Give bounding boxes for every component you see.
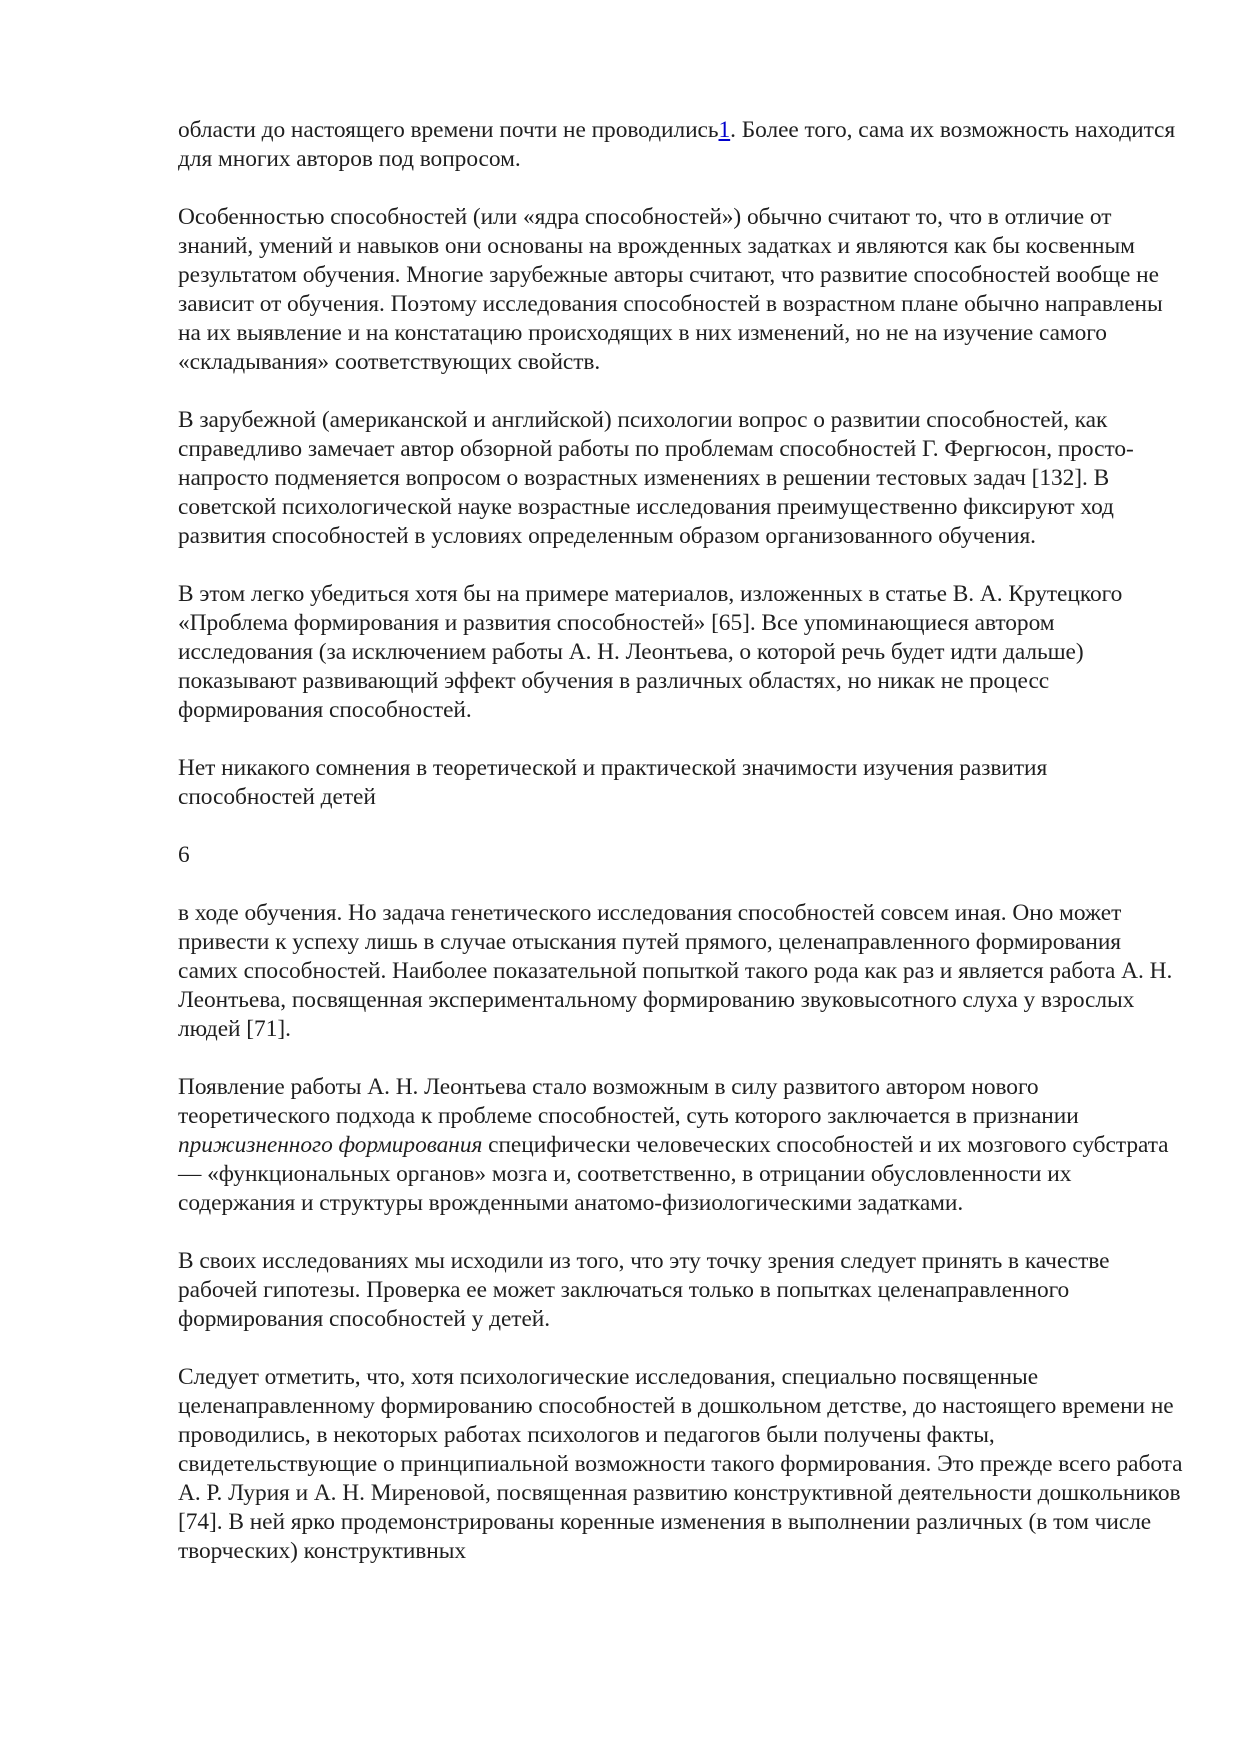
paragraph-7-text-before-italic: Появление работы А. Н. Леонтьева стало возможным в силу развитого автором нового теоретического подхода к проблеме способностей, суть которого заключается в признании	[178, 1074, 1079, 1129]
paragraph-7	[178, 1073, 1183, 1218]
paragraph-spacer	[178, 1334, 1183, 1363]
paragraph-spacer	[178, 725, 1183, 754]
paragraph-spacer	[178, 1044, 1183, 1073]
paragraph-spacer	[178, 174, 1183, 203]
paragraph-1	[178, 116, 1183, 174]
paragraph-spacer	[178, 377, 1183, 406]
paragraph-1-text-after-link: . Более того, сама их возможность находится для многих авторов под вопросом.	[178, 117, 1176, 172]
paragraph-9: Следует отметить, что, хотя психологические исследования, специально посвященные целенаправленному формированию способностей в дошкольном детстве, до настоящего времени не проводились, в некоторых работах психологов и педагогов были получены факты, свидетельствующие о принципиальной возможности такого формирования. Это прежде всего работа А. Р. Лурия и А. Н. Миреновой, посвященная развитию конструктивной деятельности дошкольников [74]. В ней ярко продемонстрированы коренные изменения в выполнении различных (в том числе творческих) конструктивных	[178, 1364, 1183, 1564]
paragraph-1-text-before-link: области до настоящего времени почти не проводились	[178, 117, 719, 143]
paragraph-4: В этом легко убедиться хотя бы на примере материалов, изложенных в статье В. А. Крутецкого «Проблема формирования и развития способностей» [65]. Все упоминающиеся автором исследования (за исключением работы А. Н. Леонтьева, о которой речь будет идти дальше) показывают развивающий эффект обучения в различных областях, но никак не процесс формирования способностей.	[178, 581, 1123, 723]
page-number: 6	[178, 842, 190, 868]
paragraph-spacer	[178, 551, 1183, 580]
paragraph-spacer	[178, 812, 1183, 841]
footnote-link-1[interactable]: 1	[718, 117, 731, 143]
paragraph-6: в ходе обучения. Но задача генетического исследования способностей совсем иная. Оно может привести к успеху лишь в случае отыскания путей прямого, целенаправленного формирования самих способностей. Наиболее показательной попыткой такого рода как раз и является работа А. Н. Леонтьева, посвященная экспериментальному формированию звуковысотного слуха у взрослых людей [71].	[178, 900, 1173, 1042]
text-column	[178, 116, 1183, 1566]
paragraph-spacer	[178, 870, 1183, 899]
paragraph-2: Особенностью способностей (или «ядра способностей») обычно считают то, что в отличие от знаний, умений и навыков они основаны на врожденных задатках и являются как бы косвенным результатом обучения. Многие зарубежные авторы считают, что развитие способностей вообще не зависит от обучения. Поэтому исследования способностей в возрастном плане обычно направлены на их выявление и на констатацию происходящих в них изменений, но не на изучение самого «складывания» соответствующих свойств.	[178, 204, 1163, 375]
paragraph-8: В своих исследованиях мы исходили из того, что эту точку зрения следует принять в качестве рабочей гипотезы. Проверка ее может заключаться только в попытках целенаправленного формирования способностей у детей.	[178, 1248, 1110, 1332]
paragraph-spacer	[178, 1218, 1183, 1247]
italic-term: прижизненного формирования	[178, 1132, 483, 1158]
paragraph-7-text-after-italic: специфически человеческих способностей и их мозгового субстрата — «функциональных органов» мозга и, соответственно, в отрицании обусловленности их содержания и структуры врожденными анатомо-физиологическими задатками.	[178, 1132, 1169, 1216]
paragraph-5: Нет никакого сомнения в теоретической и практической значимости изучения развития способностей детей	[178, 755, 1048, 810]
paragraph-3: В зарубежной (американской и английской) психологии вопрос о развитии способностей, как справедливо замечает автор обзорной работы по проблемам способностей Г. Фергюсон, просто-напросто подменяется вопросом о возрастных изменениях в решении тестовых задач [132]. В советской психологической науке возрастные исследования преимущественно фиксируют ход развития способностей в условиях определенным образом организованного обучения.	[178, 407, 1134, 549]
